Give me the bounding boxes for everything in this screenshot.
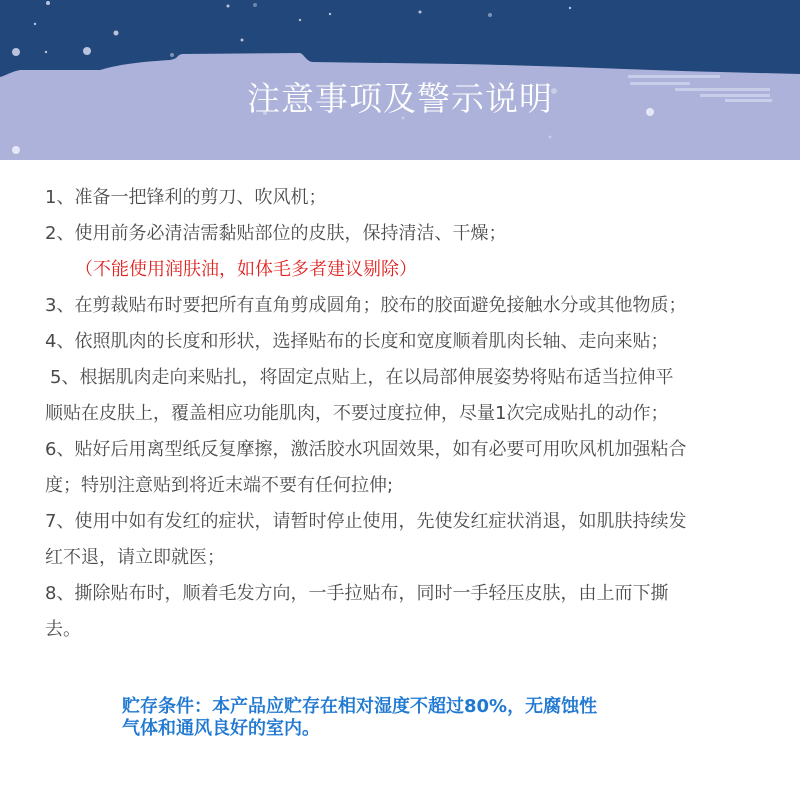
instruction-item-8: 8、撕除贴布时，顺着毛发方向，一手拉贴布，同时一手轻压皮肤，由上而下撕: [45, 583, 669, 604]
instructions-list: [45, 180, 775, 648]
instruction-item-7: 7、使用中如有发红的症状，请暂时停止使用，先使发红症状消退，如肌肤持续发: [45, 511, 687, 532]
instruction-item-6: 6、贴好后用离型纸反复摩擦，激活胶水巩固效果，如有必要可用吹风机加强粘合: [45, 439, 687, 460]
instruction-item-8-cont: 去。: [45, 619, 81, 640]
instruction-item-4: 4、依照肌肉的长度和形状，选择贴布的长度和宽度顺着肌肉长轴、走向来贴；: [45, 331, 669, 352]
header-banner: [0, 0, 800, 160]
instruction-item-7-cont: 红不退，请立即就医；: [45, 547, 225, 568]
page-title: 注意事项及警示说明: [247, 79, 553, 118]
instruction-item-6-cont: 度；特别注意贴到将近末端不要有任何拉伸;: [45, 475, 394, 496]
storage-line-2: 气体和通风良好的室内。: [122, 718, 320, 739]
instruction-item-5-cont: 顺贴在皮肤上，覆盖相应功能肌肉，不要过度拉伸，尽量1次完成贴扎的动作；: [45, 403, 669, 424]
instruction-item-3: 3、在剪裁贴布时要把所有直角剪成圆角；胶布的胶面避免接触水分或其他物质；: [45, 295, 687, 316]
storage-conditions: [122, 696, 702, 740]
instruction-item-5: 5、根据肌肉走向来贴扎，将固定点贴上，在以局部伸展姿势将贴布适当拉伸平: [50, 367, 674, 388]
instruction-warning-note: （不能使用润肤油，如体毛多者建议剔除）: [75, 259, 417, 280]
instruction-item-1: 1、准备一把锋利的剪刀、吹风机；: [45, 187, 327, 208]
storage-line-1: 贮存条件：本产品应贮存在相对湿度不超过80%，无腐蚀性: [122, 696, 598, 717]
instruction-item-2: 2、使用前务必清洁需黏贴部位的皮肤，保持清洁、干燥；: [45, 223, 507, 244]
